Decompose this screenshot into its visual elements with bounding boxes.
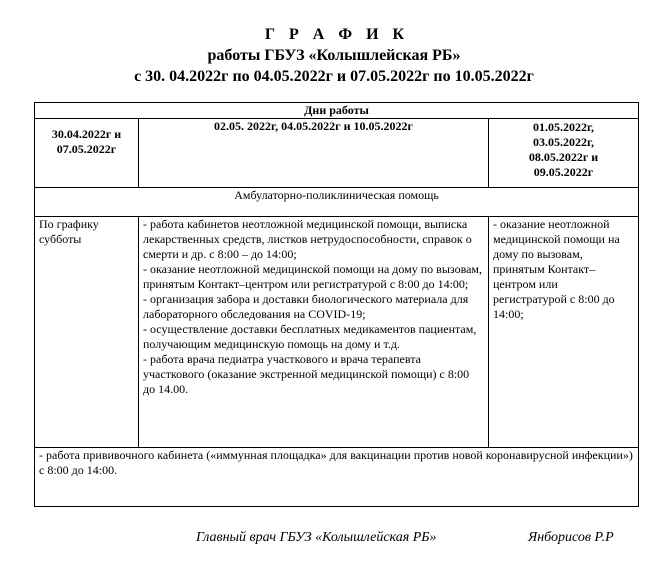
- service-item: - работа врача педиатра участкового и врача терапевта участкового (оказание экстренной медицинской помощи) с 8:00 до 14.00.: [143, 352, 470, 396]
- date-line: 03.05.2022г,: [532, 135, 595, 149]
- date-line: 01.05.2022г,: [532, 120, 595, 134]
- footer-row: [35, 448, 639, 507]
- service-item: - работа кабинетов неотложной медицинской помощи, выписка лекарственных средств, листков нетрудоспособности, справок о смерти и др. с 8:00 – до 14:00;: [143, 217, 472, 261]
- dates-col-1: 30.04.2022г и 07.05.2022г: [35, 119, 139, 188]
- content-col-3: - оказание неотложной медицинской помощи на дому по вызовам, принятым Контакт–центром или регистратурой с 8:00 до 14:00;: [489, 217, 639, 448]
- service-item: - организация забора и доставки биологического материала для лабораторного обследования на COVID-19;: [143, 292, 469, 321]
- days-header-row: [35, 103, 639, 119]
- dates-row: [35, 119, 639, 188]
- signature-position: Главный врач ГБУЗ «Колышлейская РБ»: [196, 530, 437, 545]
- signature-name: Янборисов Р.Р: [528, 530, 614, 545]
- service-item: - оказание неотложной медицинской помощи на дому по вызовам, принятым Контакт–центром или регистратурой с 8:00 до 14:00;: [143, 262, 483, 291]
- content-col-2: [139, 217, 489, 448]
- service-item: - осуществление доставки бесплатных медикаментов пациентам, получающим медицинскую помощь на дому и т.д.: [143, 322, 477, 351]
- date-line: 09.05.2022г: [533, 165, 594, 179]
- footer-text: - работа прививочного кабинета («иммунная площадка» для вакцинации против новой коронавирусной инфекции») с 8:00 до 14:00.: [35, 448, 639, 507]
- content-col-1: По графику субботы: [35, 217, 139, 448]
- days-header: Дни работы: [35, 103, 639, 119]
- title-line-1: Г Р А Ф И К: [264, 26, 410, 43]
- content-row: [35, 217, 639, 448]
- title-line-3: с 30. 04.2022г по 04.05.2022г и 07.05.2022г по 10.05.2022г: [134, 68, 534, 85]
- section-row: [35, 188, 639, 217]
- section-title: Амбулаторно-поликлиническая помощь: [35, 188, 639, 217]
- schedule-table: [34, 102, 639, 507]
- title-line-2: работы ГБУЗ «Колышлейская РБ»: [207, 47, 461, 64]
- signature-line: [196, 529, 638, 546]
- date-line: 08.05.2022г и: [528, 150, 599, 164]
- dates-col-3: [489, 119, 639, 188]
- dates-col-2: 02.05. 2022г, 04.05.2022г и 10.05.2022г: [139, 119, 489, 188]
- document-title: [0, 24, 668, 87]
